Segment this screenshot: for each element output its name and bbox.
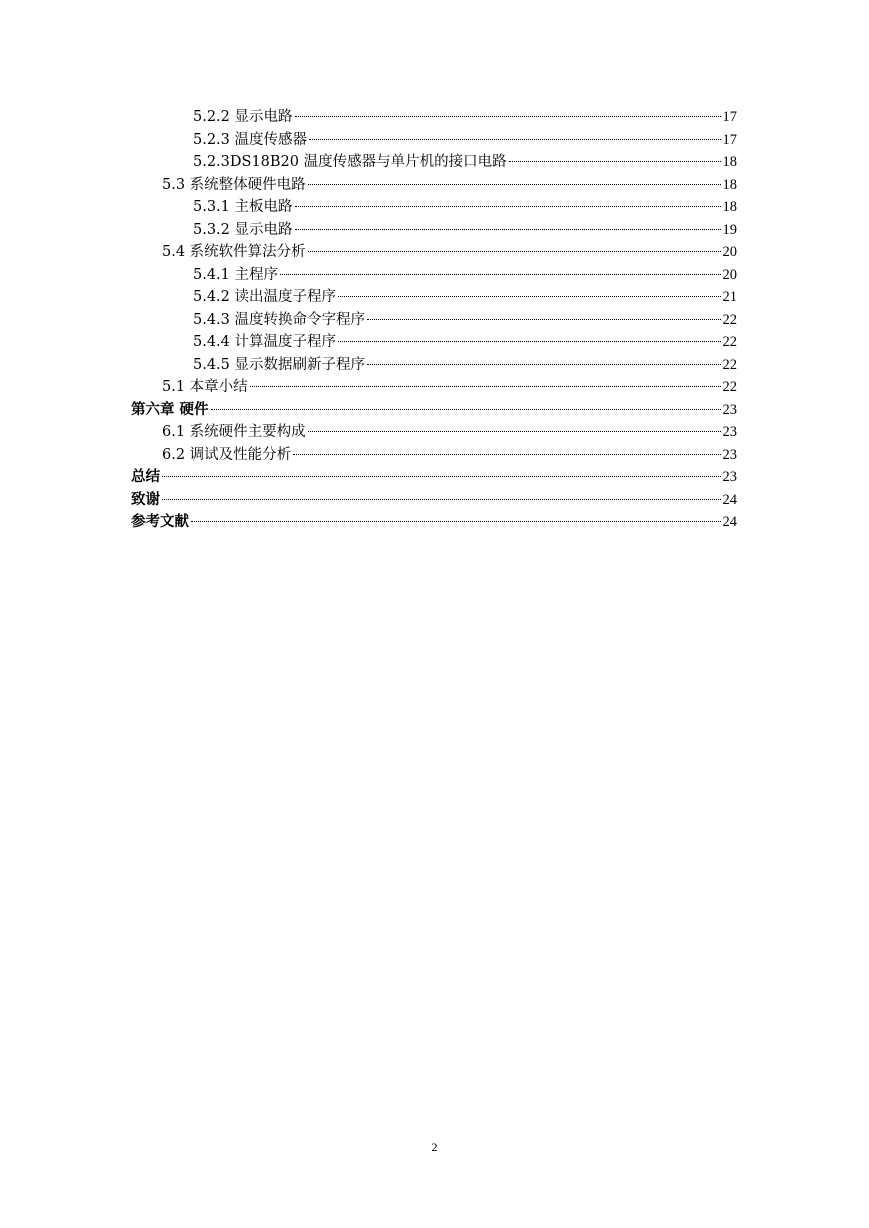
toc-entry[interactable] <box>131 354 737 377</box>
toc-entry-title: 5.2.2 显示电路 <box>193 109 293 125</box>
toc-entry[interactable] <box>131 286 737 309</box>
toc-entry-title: 5.2.3 温度传感器 <box>193 131 308 148</box>
toc-entry-page: 17 <box>722 109 737 125</box>
toc-entry-page: 18 <box>722 154 737 170</box>
toc-chapter-entry[interactable] <box>131 489 737 512</box>
toc-entry-title: 5.3 系统整体硬件电路 <box>162 176 306 193</box>
toc-entry[interactable] <box>131 219 737 242</box>
toc-leader-dots <box>211 409 721 410</box>
toc-chapter-entry[interactable] <box>131 511 737 534</box>
toc-entry-page: 24 <box>722 491 737 508</box>
toc-entry-title: 5.4 系统软件算法分析 <box>162 244 306 260</box>
toc-entry-title: 5.4.3 温度转换命令字程序 <box>193 311 366 328</box>
toc-entry-page: 24 <box>722 514 737 530</box>
toc-leader-dots <box>295 229 721 230</box>
toc-entry-page: 22 <box>722 334 737 350</box>
toc-chapter-entry[interactable] <box>131 466 737 489</box>
toc-entry-title: 第六章 硬件 <box>131 401 209 418</box>
toc-entry-title: 5.3.1 主板电路 <box>193 199 293 215</box>
toc-chapter-entry[interactable] <box>131 399 737 422</box>
toc-entry-page: 22 <box>722 311 737 328</box>
toc-leader-dots <box>162 499 721 500</box>
toc-entry-title: 5.4.2 读出温度子程序 <box>193 289 337 305</box>
toc-leader-dots <box>308 251 721 252</box>
toc-entry[interactable] <box>131 444 737 467</box>
toc-entry[interactable] <box>131 376 737 399</box>
toc-entry-page: 23 <box>722 401 737 418</box>
toc-leader-dots <box>295 206 721 207</box>
toc-entry-title: 总结 <box>131 469 160 485</box>
toc-entry-page: 23 <box>722 446 737 463</box>
toc-entry-page: 19 <box>722 221 737 238</box>
toc-leader-dots <box>338 296 720 297</box>
toc-entry-title: 5.4.5 显示数据刷新子程序 <box>193 356 366 373</box>
toc-entry-page: 17 <box>722 131 737 148</box>
toc-entry[interactable] <box>131 151 737 174</box>
toc-entry-page: 20 <box>722 244 737 260</box>
toc-leader-dots <box>367 319 720 320</box>
toc-entry[interactable] <box>131 241 737 264</box>
toc-entry-page: 18 <box>722 176 737 193</box>
toc-entry-page: 23 <box>722 469 737 485</box>
toc-entry-page: 22 <box>722 356 737 373</box>
toc-leader-dots <box>280 274 720 275</box>
toc-entry-title: 5.4.1 主程序 <box>193 266 279 283</box>
toc-entry[interactable] <box>131 196 737 219</box>
toc-leader-dots <box>367 364 720 365</box>
toc-leader-dots <box>295 116 721 117</box>
toc-entry[interactable] <box>131 106 737 129</box>
toc-entry-page: 23 <box>722 424 737 440</box>
toc-entry-title: 参考文献 <box>131 514 189 530</box>
toc-leader-dots <box>293 454 720 455</box>
toc-entry[interactable] <box>131 421 737 444</box>
toc-entry[interactable] <box>131 129 737 152</box>
toc-entry-page: 18 <box>722 199 737 215</box>
toc-leader-dots <box>308 431 721 432</box>
toc-leader-dots <box>309 139 720 140</box>
toc-leader-dots <box>162 476 721 477</box>
toc-entry[interactable] <box>131 331 737 354</box>
toc-entry[interactable] <box>131 174 737 197</box>
toc-entry-page: 22 <box>722 379 737 395</box>
toc-leader-dots <box>250 386 721 387</box>
toc-entry[interactable] <box>131 264 737 287</box>
toc-entry-title: 5.4.4 计算温度子程序 <box>193 334 337 350</box>
toc-entry-title: 5.2.3DS18B20 温度传感器与单片机的接口电路 <box>193 154 507 170</box>
page-number: 2 <box>431 1140 438 1154</box>
toc-entry[interactable] <box>131 309 737 332</box>
toc-leader-dots <box>338 341 720 342</box>
toc-leader-dots <box>509 161 721 162</box>
toc-leader-dots <box>191 521 721 522</box>
toc-leader-dots <box>308 184 721 185</box>
toc-entry-title: 5.1 本章小结 <box>162 379 248 395</box>
table-of-contents <box>131 106 737 534</box>
toc-entry-page: 20 <box>722 266 737 283</box>
toc-entry-page: 21 <box>722 289 737 305</box>
toc-entry-title: 6.2 调试及性能分析 <box>162 446 292 463</box>
toc-entry-title: 致谢 <box>131 491 160 508</box>
toc-entry-title: 6.1 系统硬件主要构成 <box>162 424 306 440</box>
toc-entry-title: 5.3.2 显示电路 <box>193 221 293 238</box>
